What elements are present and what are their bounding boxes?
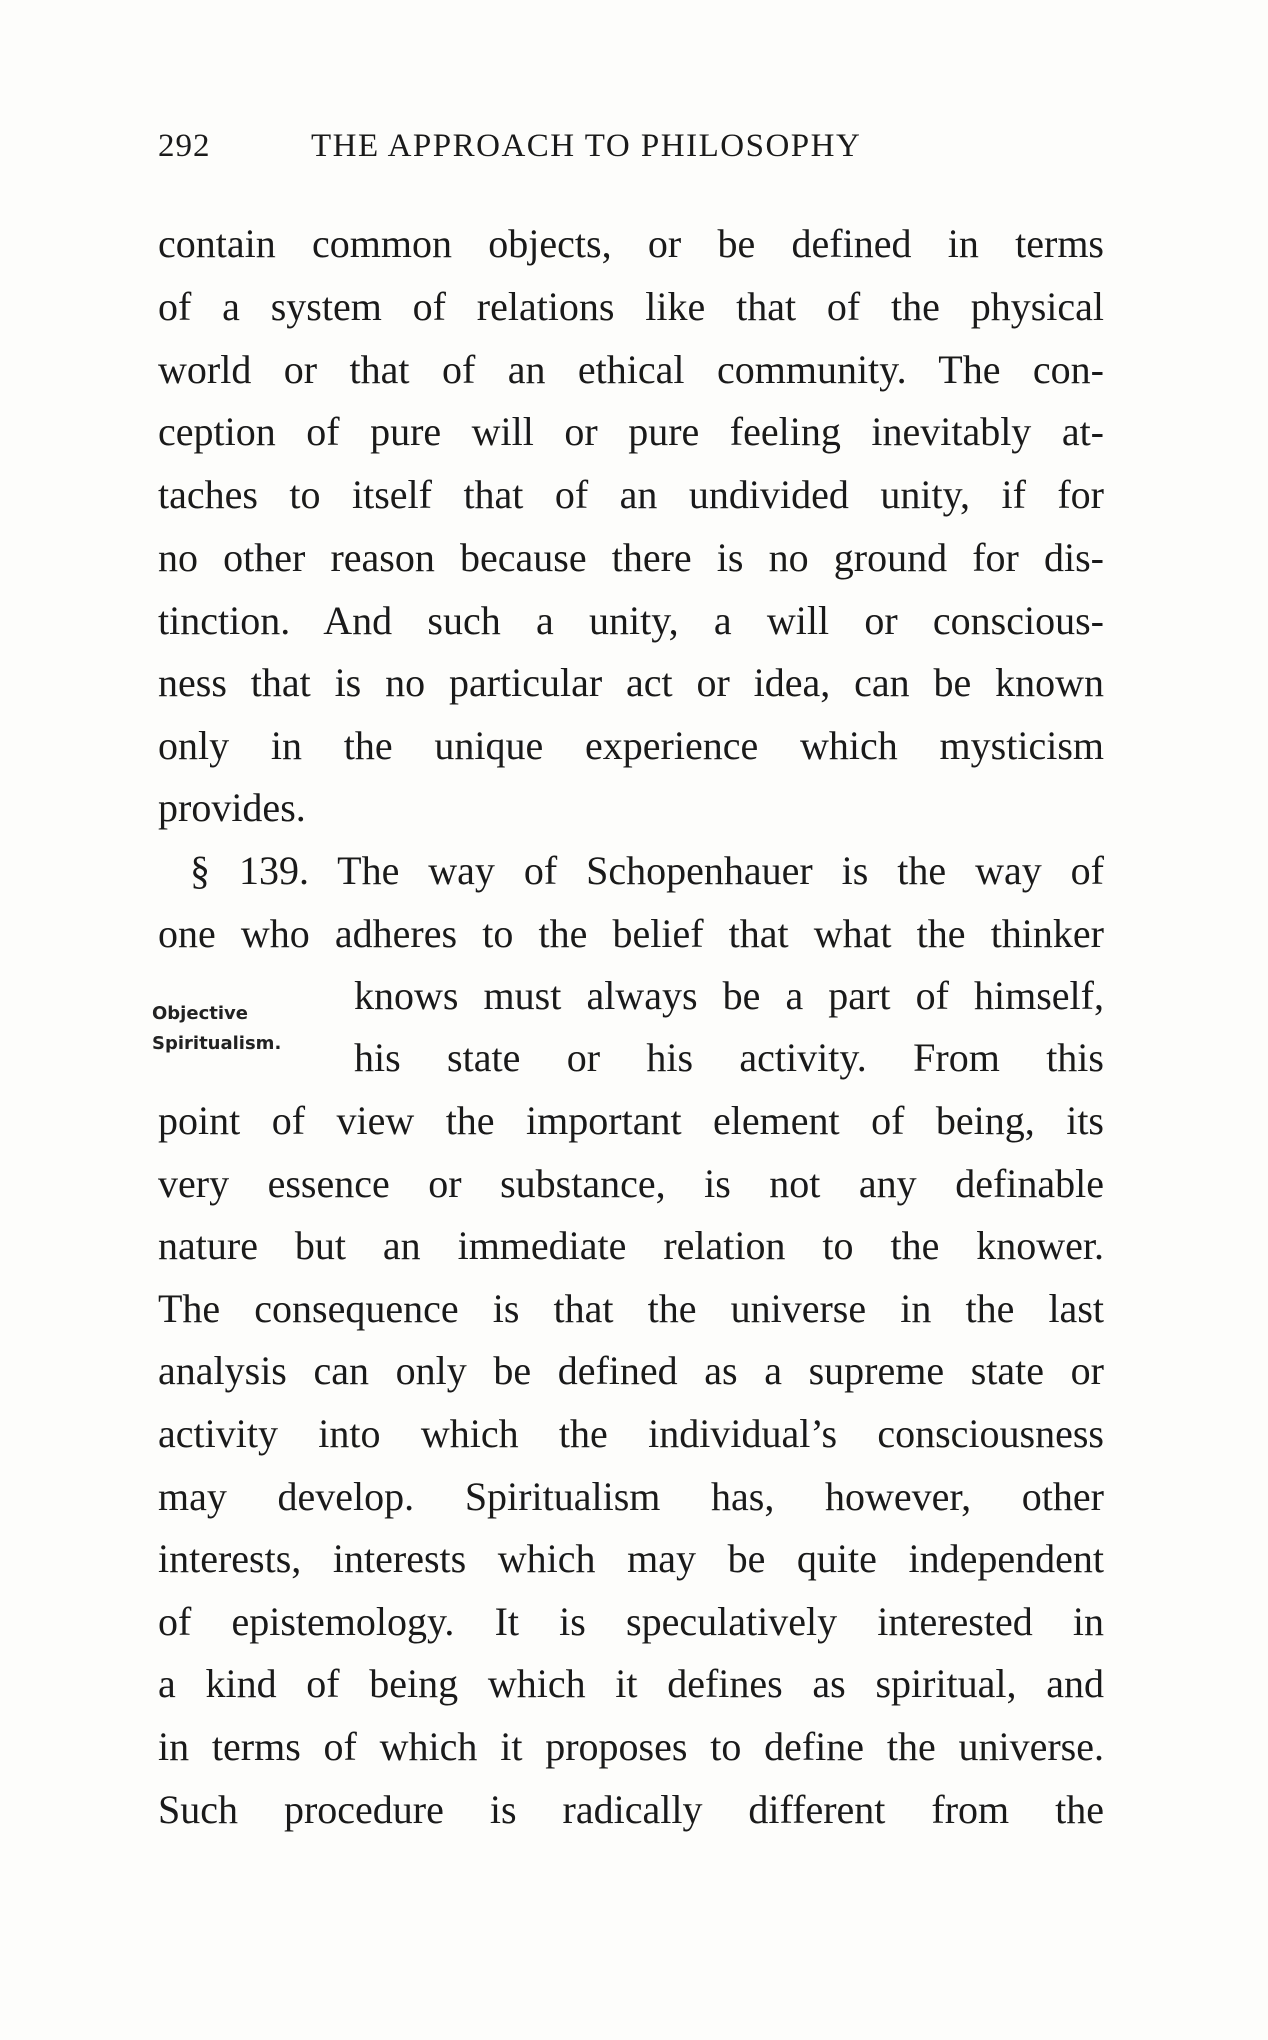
text-line: knows must always be a part of himself, — [354, 973, 1104, 1018]
text-line: of epistemology. It is speculatively interested in — [158, 1599, 1104, 1644]
text-line: a kind of being which it defines as spiritual, and — [158, 1661, 1104, 1706]
text-line: ness that is no particular act or idea, can be known — [158, 660, 1104, 705]
text-line: no other reason because there is no ground for dis- — [158, 535, 1104, 580]
text-line: contain common objects, or be defined in terms — [158, 221, 1104, 266]
text-line: one who adheres to the belief that what the thinker — [158, 911, 1104, 956]
text-line: Such procedure is radically different from the — [158, 1787, 1104, 1832]
text-line: only in the unique experience which mysticism — [158, 723, 1104, 768]
page-number: 292 — [158, 128, 211, 164]
text-line: may develop. Spiritualism has, however, other — [158, 1474, 1104, 1519]
text-line: tinction. And such a unity, a will or conscious- — [158, 598, 1104, 643]
text-line: interests, interests which may be quite independent — [158, 1536, 1104, 1581]
text-line: provides. — [158, 785, 306, 830]
text-line: point of view the important element of being, its — [158, 1098, 1104, 1143]
text-line: his state or his activity. From this — [354, 1035, 1104, 1080]
text-line: of a system of relations like that of the physical — [158, 284, 1104, 329]
sidenote-objective: Objective — [152, 1003, 248, 1024]
text-line: analysis can only be defined as a supreme state or — [158, 1348, 1104, 1393]
text-line: nature but an immediate relation to the knower. — [158, 1223, 1104, 1268]
sidenote-spiritualism: Spiritualism. — [152, 1033, 282, 1054]
text-line: very essence or substance, is not any definable — [158, 1161, 1104, 1206]
page-header — [158, 128, 1104, 178]
text-line: ception of pure will or pure feeling inevitably at- — [158, 409, 1104, 454]
text-line: in terms of which it proposes to define the universe. — [158, 1724, 1104, 1769]
section-start-line: § 139. The way of Schopenhauer is the way of — [190, 848, 1104, 893]
text-line: The consequence is that the universe in the last — [158, 1286, 1104, 1331]
text-line: taches to itself that of an undivided unity, if for — [158, 472, 1104, 517]
text-line: activity into which the individual’s consciousness — [158, 1411, 1104, 1456]
running-title: THE APPROACH TO PHILOSOPHY — [311, 128, 862, 164]
text-line: world or that of an ethical community. The con- — [158, 347, 1104, 392]
